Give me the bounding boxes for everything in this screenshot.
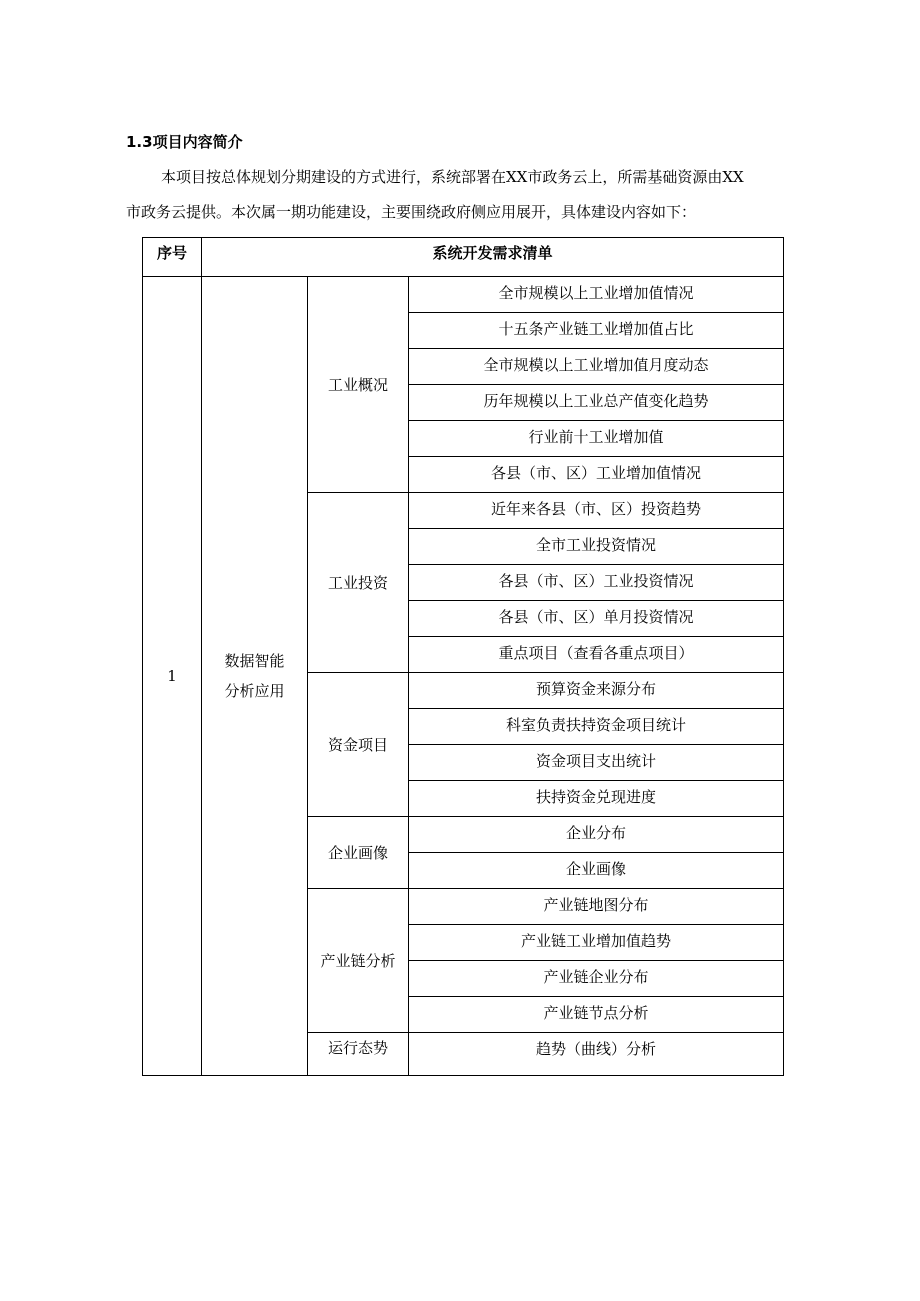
- item-cell: 预算资金来源分布: [409, 673, 784, 709]
- seq-cell: 1: [143, 277, 202, 1076]
- item-cell: 重点项目（查看各重点项目）: [409, 637, 784, 673]
- item-cell: 趋势（曲线）分析: [409, 1033, 784, 1076]
- table-header-row: [143, 238, 784, 277]
- header-list: 系统开发需求清单: [202, 238, 784, 277]
- item-cell: 各县（市、区）单月投资情况: [409, 601, 784, 637]
- item-cell: 产业链地图分布: [409, 889, 784, 925]
- item-cell: 十五条产业链工业增加值占比: [409, 313, 784, 349]
- item-cell: 产业链节点分析: [409, 997, 784, 1033]
- item-cell: 产业链企业分布: [409, 961, 784, 997]
- category-cell: 运行态势: [308, 1033, 409, 1076]
- item-cell: 行业前十工业增加值: [409, 421, 784, 457]
- item-cell: 各县（市、区）工业增加值情况: [409, 457, 784, 493]
- category-cell: 产业链分析: [308, 889, 409, 1033]
- section-heading: 1.3项目内容简介: [126, 133, 243, 151]
- item-cell: 企业画像: [409, 853, 784, 889]
- item-cell: 企业分布: [409, 817, 784, 853]
- item-cell: 全市规模以上工业增加值情况: [409, 277, 784, 313]
- requirements-table: [142, 237, 784, 1076]
- item-cell: 各县（市、区）工业投资情况: [409, 565, 784, 601]
- intro-paragraph-line-1: 本项目按总体规划分期建设的方式进行，系统部署在XX市政务云上，所需基础资源由XX: [161, 168, 744, 186]
- item-cell: 科室负责扶持资金项目统计: [409, 709, 784, 745]
- category-cell: 企业画像: [308, 817, 409, 889]
- item-cell: 近年来各县（市、区）投资趋势: [409, 493, 784, 529]
- item-cell: 全市工业投资情况: [409, 529, 784, 565]
- system-name-line-1: 数据智能: [224, 652, 285, 670]
- table-row: [143, 277, 784, 313]
- category-cell: 工业概况: [308, 277, 409, 493]
- system-name-cell: [202, 277, 308, 1076]
- intro-paragraph-line-2: 市政务云提供。本次属一期功能建设，主要围绕政府侧应用展开，具体建设内容如下：: [126, 203, 697, 221]
- category-cell: 工业投资: [308, 493, 409, 673]
- item-cell: 产业链工业增加值趋势: [409, 925, 784, 961]
- category-cell: 资金项目: [308, 673, 409, 817]
- header-seq: 序号: [143, 238, 202, 277]
- item-cell: 资金项目支出统计: [409, 745, 784, 781]
- system-name-line-2: 分析应用: [224, 682, 285, 700]
- item-cell: 历年规模以上工业总产值变化趋势: [409, 385, 784, 421]
- item-cell: 扶持资金兑现进度: [409, 781, 784, 817]
- item-cell: 全市规模以上工业增加值月度动态: [409, 349, 784, 385]
